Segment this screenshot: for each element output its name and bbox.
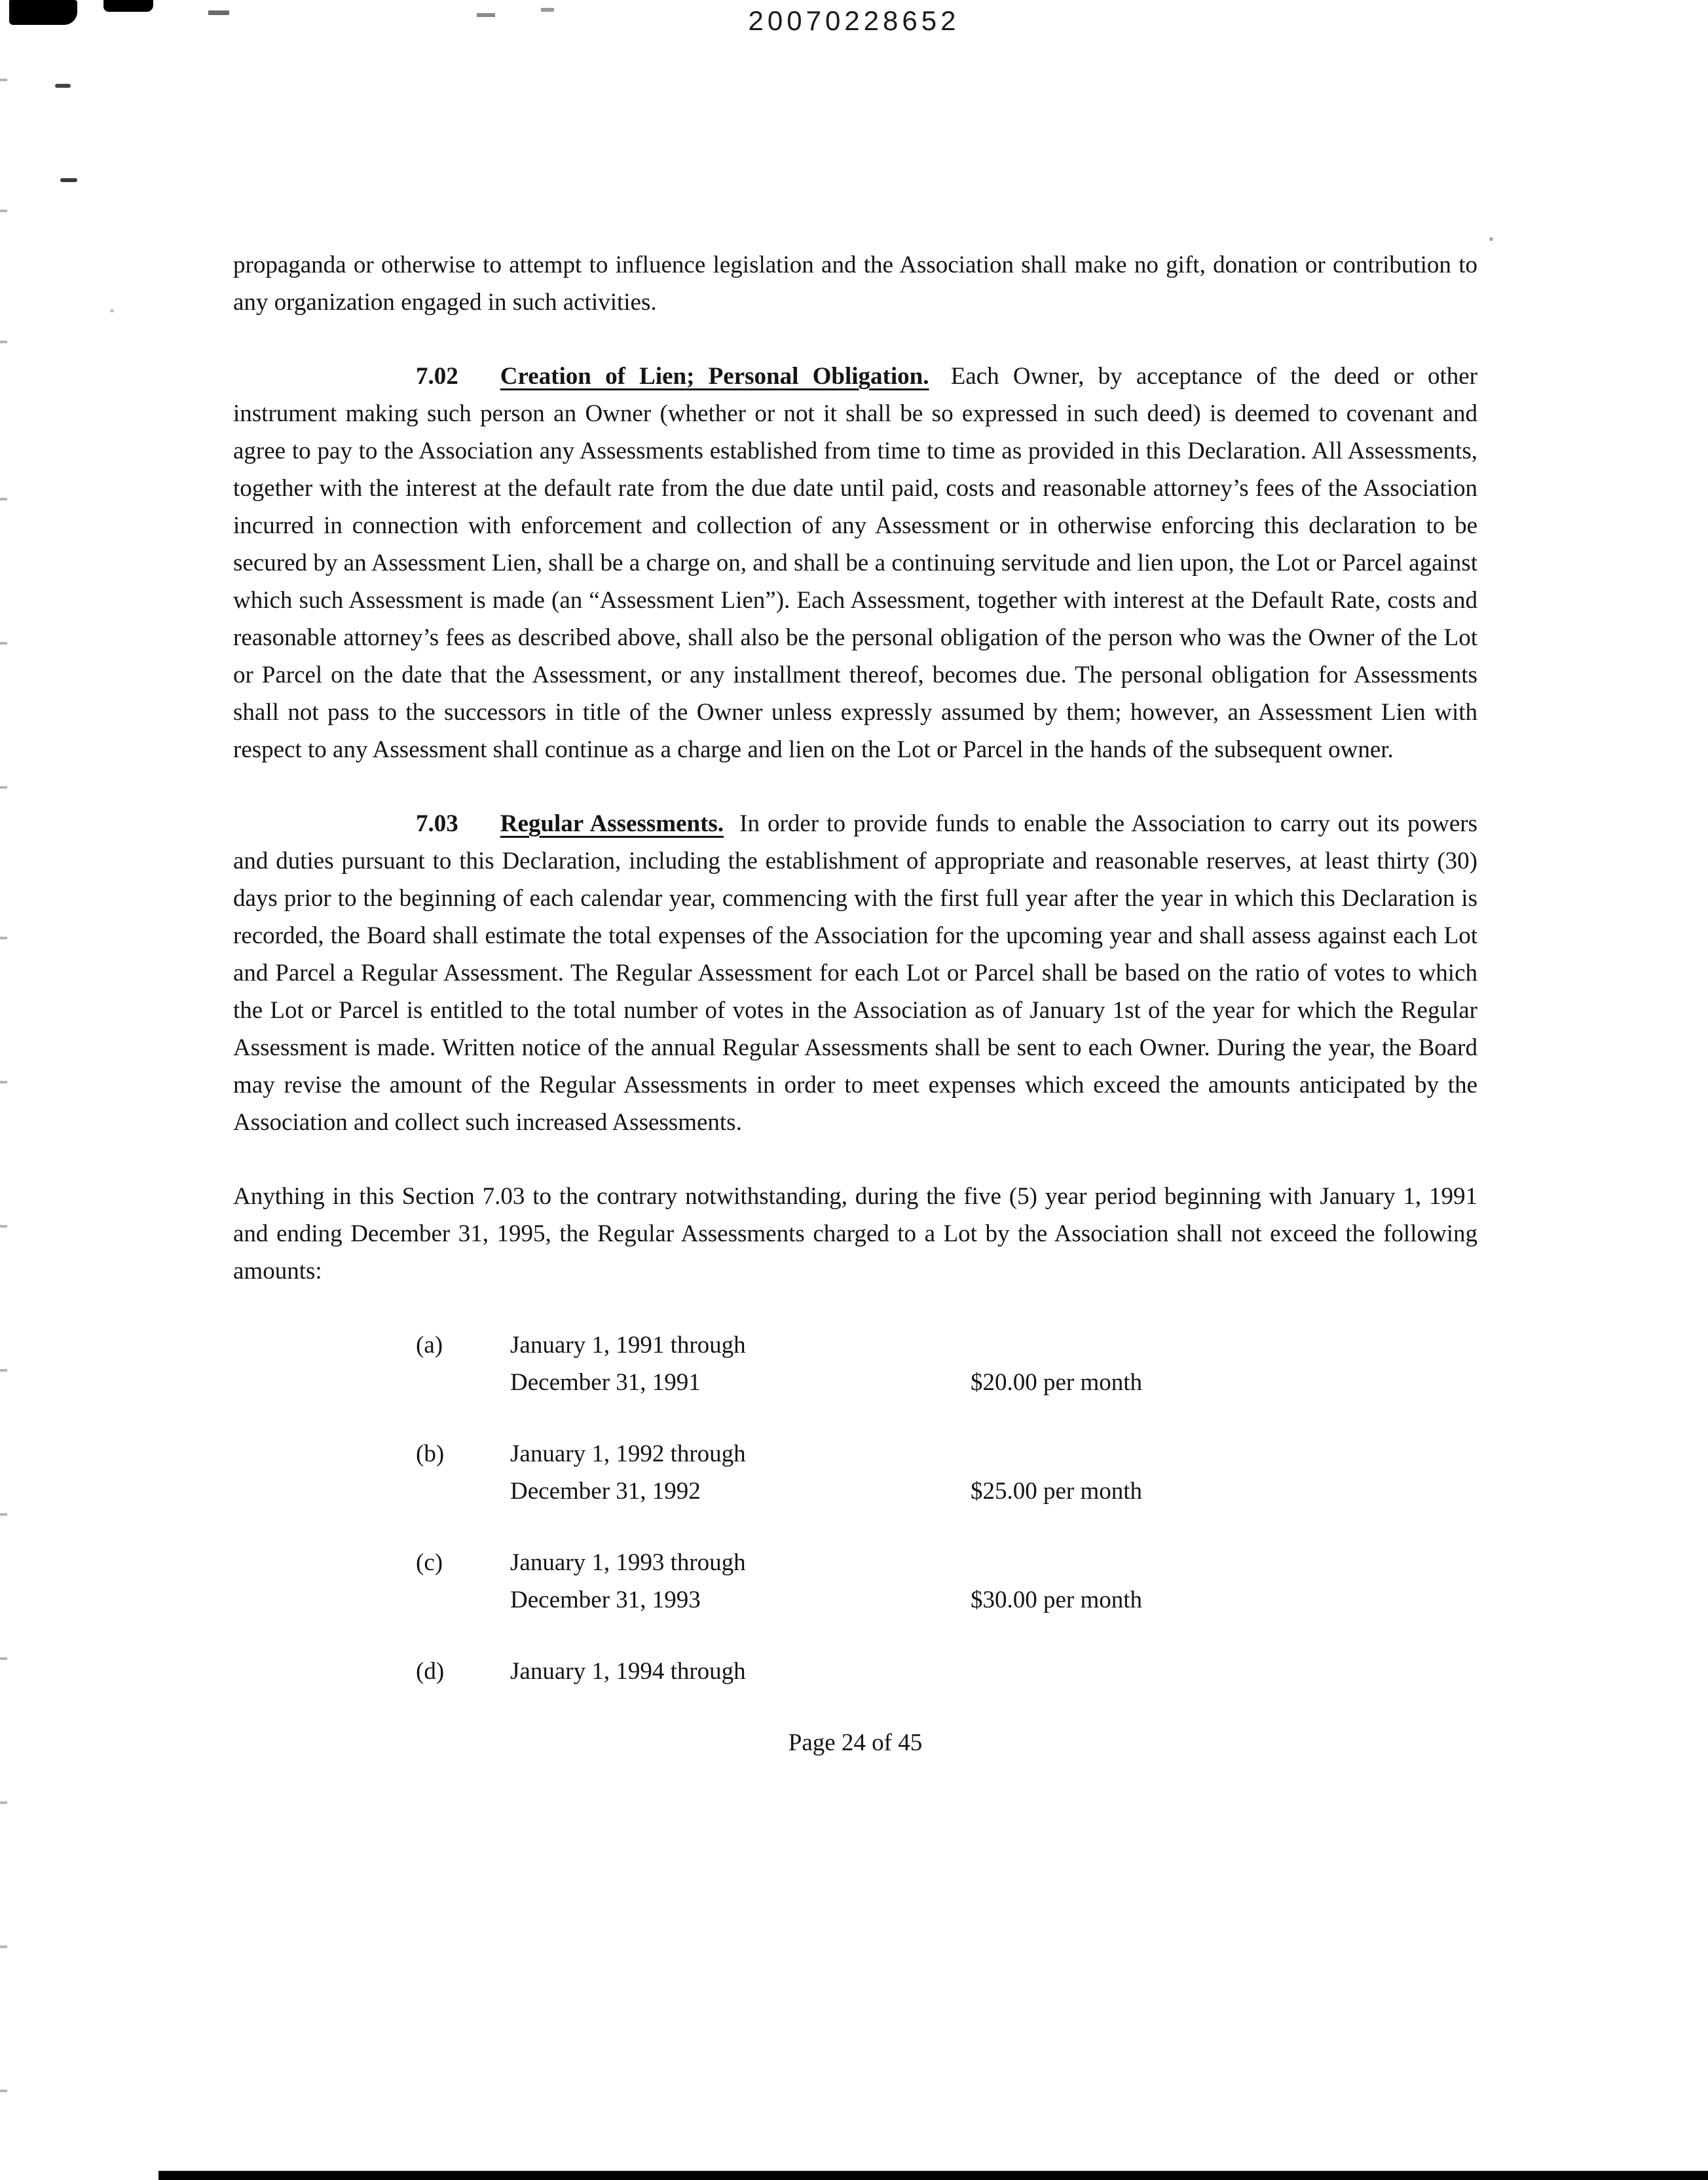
section-body: In order to provide funds to enable the Association to carry out its powers and duties pursuant to this Declaration, including the establishment of appropriate and reasonable reserves, at least thirty (30) days prior to the beginning of each calendar year, commencing with the first full year after the year in which this Declaration is recorded, the Board shall estimate the total expenses of the Association for the upcoming year and shall assess against each Lot and Parcel a Regular Assessment. The Regular Assessment for each Lot or Parcel shall be based on the ratio of votes to which the Lot or Parcel is entitled to the total number of votes in the Association as of January 1st of the year for which the Regular Assessment is made. Written notice of the annual Regular Assessments shall be sent to each Owner. During the year, the Board may revise the amount of the Regular Assessments in order to meet expenses which exceed the amounts anticipated by the Association and collect such increased Assessments. [233,810,1478,1136]
schedule-item-c [416,1544,1477,1619]
item-rate: $30.00 per month [971,1587,1143,1613]
section-title: Regular Assessments. [500,810,724,837]
item-rate: $20.00 per month [971,1369,1143,1396]
document-number: 20070228652 [748,5,960,36]
item-period-end: December 31, 1993 [510,1587,701,1613]
scan-tick [0,786,7,789]
paragraph-continuation: propaganda or otherwise to attempt to influence legislation and the Association shall make no gift, donation or contribution to any organization engaged in such activities. [233,252,1477,316]
scan-tick [0,1945,7,1948]
schedule-item-a [416,1326,1477,1401]
scan-tick [0,1081,7,1083]
paragraph-anything: Anything in this Section 7.03 to the contrary notwithstanding, during the five (5) year period beginning with January 1, 1991 and ending December 31, 1995, the Regular Assessments charged to a Lot by the Association shall not exceed the following amounts: [233,1183,1477,1285]
scan-artifact-speck [1489,237,1493,241]
section-number: 7.02 [416,363,458,390]
scan-artifact-bottom-bar [158,2171,1708,2180]
page-number: Page 24 of 45 [788,1729,923,1756]
scan-artifact-hyphen [60,178,77,182]
item-period-end: December 31, 1992 [510,1478,701,1505]
scan-tick [0,210,7,212]
scan-artifact-blob [103,0,153,12]
item-label: (d) [416,1658,445,1685]
scan-artifact-dash [208,10,229,15]
schedule-item-d [416,1653,1477,1690]
section-body: Each Owner, by acceptance of the deed or other instrument making such person an Owner (whether or not it shall be so expressed in such deed) is deemed to covenant and agree to pay to the Association any Assessments established from time to time as provided in this Declaration. All Assessments, together with the interest at the default rate from the due date until paid, costs and reasonable attorney’s fees of the Association incurred in connection with enforcement and collection of any Assessment or in otherwise enforcing this declaration to be secured by an Assessment Lien, shall be a charge on, and shall be a continuing servitude and lien upon, the Lot or Parcel against which such Assessment is made (an “Assessment Lien”). Each Assessment, together with interest at the Default Rate, costs and reasonable attorney’s fees as described above, shall also be the personal obligation of the person who was the Owner of the Lot or Parcel on the date that the Assessment, or any installment thereof, becomes due. The personal obligation for Assessments shall not pass to the successors in title of the Owner unless expressly assumed by them; however, an Assessment Lien with respect to any Assessment shall continue as a charge and lien on the Lot or Parcel in the hands of the subsequent owner. [233,363,1477,763]
scan-tick [0,642,7,645]
scan-tick [0,1801,7,1804]
item-label: (a) [416,1332,443,1359]
scan-tick [0,2090,7,2092]
scan-artifact-hyphen [55,84,71,88]
item-rate: $25.00 per month [971,1478,1143,1505]
section-7-02 [233,358,1477,768]
scan-tick [0,341,7,343]
section-7-03 [233,805,1477,1141]
scan-tick [0,1369,7,1372]
item-period-start: January 1, 1991 through [510,1332,746,1359]
scan-artifact-dash [477,13,495,17]
item-period-end: December 31, 1991 [510,1369,701,1396]
schedule-item-b [416,1435,1477,1510]
scan-tick [0,1657,7,1660]
item-label: (c) [416,1549,443,1576]
section-number: 7.03 [416,810,458,837]
scan-tick [0,79,7,81]
scan-tick [0,498,7,500]
scan-tick [0,1513,7,1516]
scan-tick [0,937,7,939]
scan-artifact-blob [9,0,77,25]
item-period-start: January 1, 1994 through [510,1658,746,1685]
item-period-start: January 1, 1992 through [510,1440,746,1467]
section-title: Creation of Lien; Personal Obligation. [500,363,929,390]
scan-tick [0,1225,7,1228]
item-label: (b) [416,1440,445,1467]
scan-artifact-speck [110,309,114,312]
scan-artifact-dash [541,8,554,12]
assessment-schedule [416,1326,1477,1690]
document-body [233,246,1477,1761]
item-period-start: January 1, 1993 through [510,1549,746,1576]
